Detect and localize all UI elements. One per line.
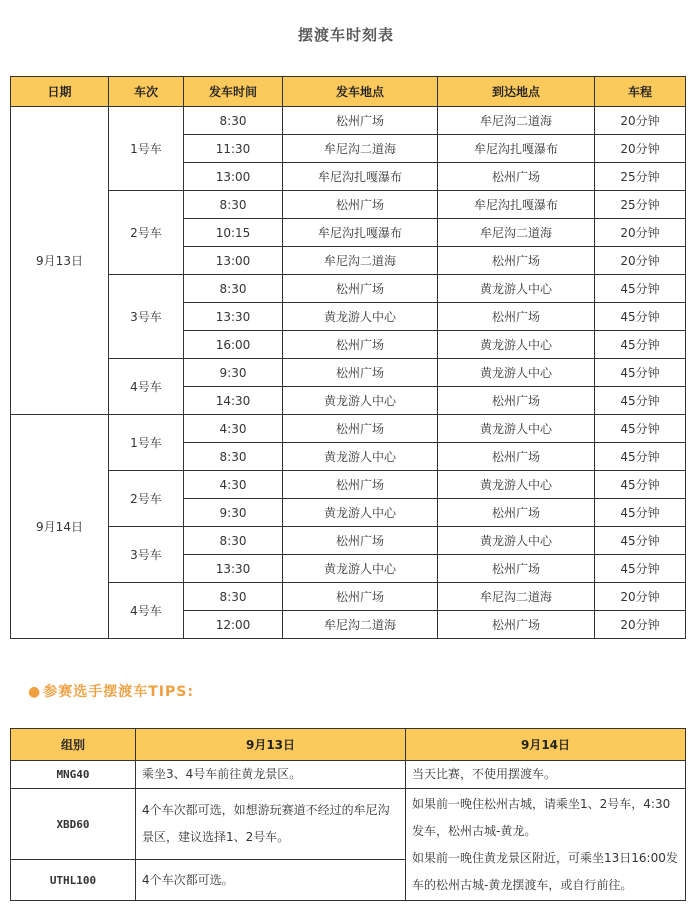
arrive-place-cell: 松州广场 — [438, 611, 595, 639]
arrive-place-cell: 松州广场 — [438, 387, 595, 415]
depart-time-cell: 16:00 — [184, 331, 283, 359]
depart-place-cell: 松州广场 — [283, 415, 438, 443]
car-cell: 1号车 — [109, 107, 184, 191]
arrive-place-cell: 黄龙游人中心 — [438, 415, 595, 443]
depart-time-cell: 8:30 — [184, 275, 283, 303]
duration-cell: 45分钟 — [595, 471, 686, 499]
tips-group-cell: XBD60 — [11, 789, 136, 860]
depart-place-cell: 黄龙游人中心 — [283, 443, 438, 471]
schedule-row — [11, 107, 686, 135]
arrive-place-cell: 松州广场 — [438, 499, 595, 527]
depart-place-cell: 牟尼沟扎嘎瀑布 — [283, 163, 438, 191]
arrive-place-cell: 松州广场 — [438, 303, 595, 331]
page-title: 摆渡车时刻表 — [297, 26, 394, 44]
header-duration: 车程 — [595, 77, 686, 107]
depart-time-cell: 12:00 — [184, 611, 283, 639]
tips-group-cell: UTHL100 — [11, 860, 136, 901]
tips-header-day14: 9月14日 — [406, 729, 686, 761]
arrive-place-cell: 黄龙游人中心 — [438, 275, 595, 303]
depart-time-cell: 13:30 — [184, 303, 283, 331]
header-car: 车次 — [109, 77, 184, 107]
duration-cell: 45分钟 — [595, 331, 686, 359]
arrive-place-cell: 牟尼沟扎嘎瀑布 — [438, 135, 595, 163]
duration-cell: 45分钟 — [595, 443, 686, 471]
schedule-table — [10, 76, 686, 639]
depart-place-cell: 松州广场 — [283, 331, 438, 359]
tips-header-group: 组别 — [11, 729, 136, 761]
duration-cell: 20分钟 — [595, 247, 686, 275]
depart-time-cell: 4:30 — [184, 471, 283, 499]
duration-cell: 25分钟 — [595, 163, 686, 191]
tips-header-row — [11, 729, 686, 761]
depart-time-cell: 4:30 — [184, 415, 283, 443]
duration-cell: 25分钟 — [595, 191, 686, 219]
duration-cell: 20分钟 — [595, 135, 686, 163]
duration-cell: 20分钟 — [595, 219, 686, 247]
schedule-row — [11, 191, 686, 219]
depart-place-cell: 松州广场 — [283, 583, 438, 611]
arrive-place-cell: 牟尼沟二道海 — [438, 219, 595, 247]
depart-place-cell: 牟尼沟扎嘎瀑布 — [283, 219, 438, 247]
depart-place-cell: 松州广场 — [283, 359, 438, 387]
depart-place-cell: 牟尼沟二道海 — [283, 135, 438, 163]
duration-cell: 20分钟 — [595, 583, 686, 611]
arrive-place-cell: 松州广场 — [438, 555, 595, 583]
duration-cell: 20分钟 — [595, 611, 686, 639]
tips-row — [11, 789, 686, 860]
depart-time-cell: 8:30 — [184, 191, 283, 219]
schedule-row — [11, 583, 686, 611]
arrive-place-cell: 黄龙游人中心 — [438, 331, 595, 359]
tips-day13-cell: 4个车次都可选，如想游玩赛道不经过的牟尼沟景区，建议选择1、2号车。 — [136, 789, 406, 860]
tips-day14-note: 如果前一晚住黄龙景区附近，可乘坐13日16:00发车的松州古城-黄龙摆渡车，或自行前往。 — [412, 850, 678, 892]
duration-cell: 20分钟 — [595, 107, 686, 135]
arrive-place-cell: 牟尼沟二道海 — [438, 107, 595, 135]
arrive-place-cell: 松州广场 — [438, 247, 595, 275]
tips-day14-note: 如果前一晚住松州古城，请乘坐1、2号车，4:30发车，松州古城-黄龙。 — [412, 796, 671, 838]
duration-cell: 45分钟 — [595, 499, 686, 527]
depart-time-cell: 9:30 — [184, 499, 283, 527]
schedule-header-row — [11, 77, 686, 107]
tips-day13-cell: 4个车次都可选。 — [136, 860, 406, 901]
header-depart-time: 发车时间 — [184, 77, 283, 107]
depart-time-cell: 11:30 — [184, 135, 283, 163]
header-date: 日期 — [11, 77, 109, 107]
bullet-icon: ● — [28, 684, 42, 700]
arrive-place-cell: 牟尼沟扎嘎瀑布 — [438, 191, 595, 219]
car-cell: 2号车 — [109, 191, 184, 275]
tips-day14-cell: 当天比赛，不使用摆渡车。 — [406, 761, 686, 789]
schedule-row — [11, 471, 686, 499]
tips-heading-text: 参赛选手摆渡车TIPS: — [43, 684, 194, 700]
depart-place-cell: 松州广场 — [283, 191, 438, 219]
schedule-row — [11, 359, 686, 387]
car-cell: 3号车 — [109, 275, 184, 359]
depart-place-cell: 牟尼沟二道海 — [283, 611, 438, 639]
depart-time-cell: 8:30 — [184, 583, 283, 611]
depart-time-cell: 13:00 — [184, 247, 283, 275]
tips-heading — [28, 681, 194, 701]
depart-place-cell: 黄龙游人中心 — [283, 303, 438, 331]
depart-time-cell: 13:00 — [184, 163, 283, 191]
arrive-place-cell: 黄龙游人中心 — [438, 359, 595, 387]
header-depart-place: 发车地点 — [283, 77, 438, 107]
depart-time-cell: 10:15 — [184, 219, 283, 247]
arrive-place-cell: 牟尼沟二道海 — [438, 583, 595, 611]
depart-time-cell: 8:30 — [184, 527, 283, 555]
duration-cell: 45分钟 — [595, 275, 686, 303]
tips-day14-merged-cell — [406, 789, 686, 901]
depart-time-cell: 8:30 — [184, 107, 283, 135]
duration-cell: 45分钟 — [595, 527, 686, 555]
car-cell: 4号车 — [109, 583, 184, 639]
car-cell: 3号车 — [109, 527, 184, 583]
tips-group-cell: MNG40 — [11, 761, 136, 789]
schedule-row — [11, 527, 686, 555]
depart-time-cell: 14:30 — [184, 387, 283, 415]
depart-time-cell: 8:30 — [184, 443, 283, 471]
depart-place-cell: 黄龙游人中心 — [283, 555, 438, 583]
depart-time-cell: 13:30 — [184, 555, 283, 583]
car-cell: 4号车 — [109, 359, 184, 415]
arrive-place-cell: 松州广场 — [438, 163, 595, 191]
duration-cell: 45分钟 — [595, 359, 686, 387]
duration-cell: 45分钟 — [595, 303, 686, 331]
header-arrive-place: 到达地点 — [438, 77, 595, 107]
depart-place-cell: 黄龙游人中心 — [283, 387, 438, 415]
arrive-place-cell: 黄龙游人中心 — [438, 471, 595, 499]
depart-place-cell: 牟尼沟二道海 — [283, 247, 438, 275]
tips-header-day13: 9月13日 — [136, 729, 406, 761]
tips-table — [10, 728, 686, 901]
date-cell: 9月14日 — [11, 415, 109, 639]
depart-place-cell: 黄龙游人中心 — [283, 499, 438, 527]
duration-cell: 45分钟 — [595, 415, 686, 443]
tips-day13-cell: 乘坐3、4号车前往黄龙景区。 — [136, 761, 406, 789]
date-cell: 9月13日 — [11, 107, 109, 415]
arrive-place-cell: 松州广场 — [438, 443, 595, 471]
duration-cell: 45分钟 — [595, 387, 686, 415]
depart-time-cell: 9:30 — [184, 359, 283, 387]
duration-cell: 45分钟 — [595, 555, 686, 583]
car-cell: 1号车 — [109, 415, 184, 471]
arrive-place-cell: 黄龙游人中心 — [438, 527, 595, 555]
depart-place-cell: 松州广场 — [283, 527, 438, 555]
depart-place-cell: 松州广场 — [283, 107, 438, 135]
car-cell: 2号车 — [109, 471, 184, 527]
depart-place-cell: 松州广场 — [283, 471, 438, 499]
tips-row — [11, 761, 686, 789]
schedule-row — [11, 275, 686, 303]
schedule-row — [11, 415, 686, 443]
depart-place-cell: 松州广场 — [283, 275, 438, 303]
